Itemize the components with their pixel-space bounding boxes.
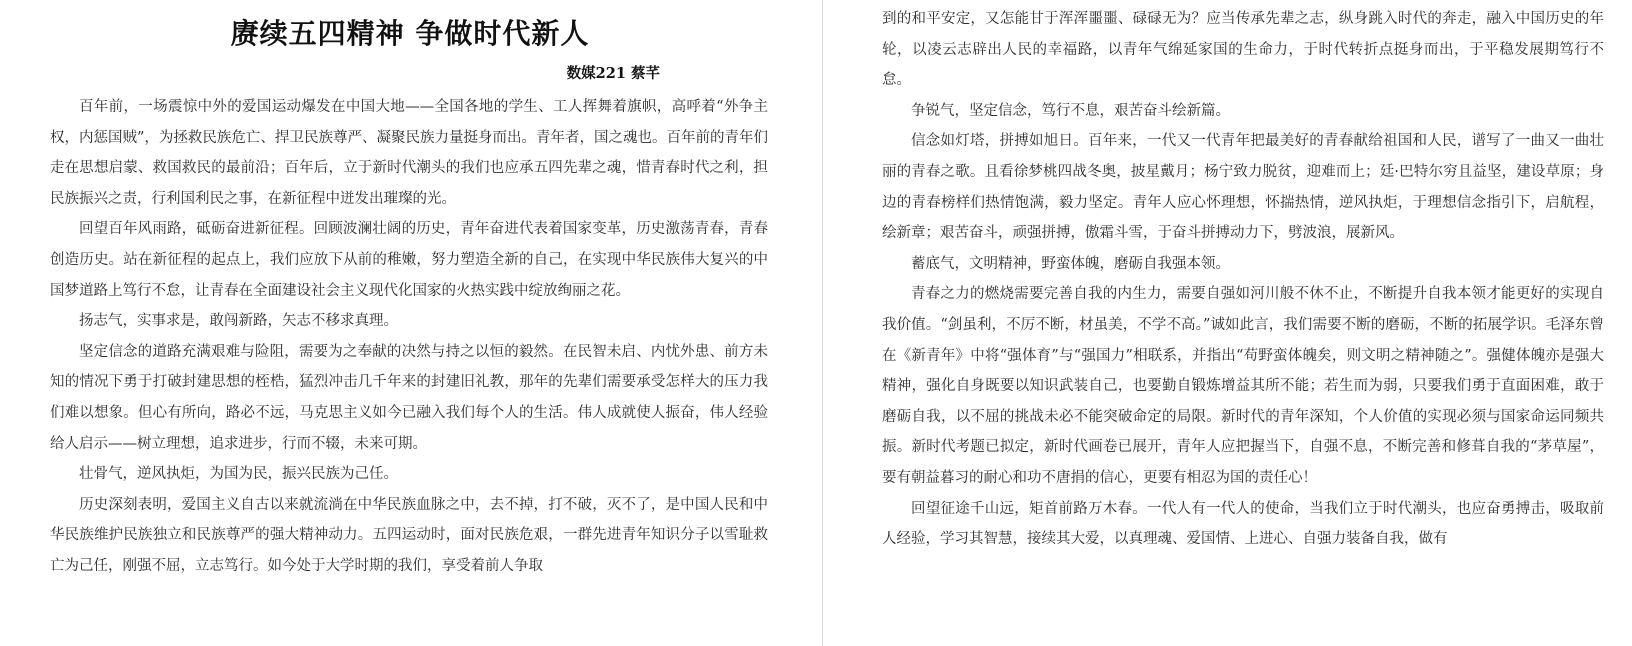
paragraph: 信念如灯塔，拼搏如旭日。百年来，一代又一代青年把最美好的青春献给祖国和人民，谱写了一曲又一曲壮丽的青春之歌。且看徐梦桃四战冬奥，披星戴月；杨宁致力脱贫，迎难而上；廷·巴特尔穷且益坚，建设草原；身边的青春榜样们热情饱满，毅力坚定。青年人应心怀理想，怀揣热情，逆风执炬，于理想信念指引下，启航程，绘新章；艰苦奋斗，顽强拼搏，傲霜斗雪，于奋斗拼搏动力下，劈波浪，展新风。 [882, 133, 1604, 242]
paragraph: 回望百年风雨路，砥砺奋进新征程。回顾波澜壮阔的历史，青年奋进代表着国家变革，历史激荡青春，青春创造历史。站在新征程的起点上，我们应放下从前的稚嫩，努力塑造全新的自己，在实现中华民族伟大复兴的中国梦道路上笃行不怠，让青春在全面建设社会主义现代化国家的火热实践中绽放绚丽之花。 [50, 221, 768, 299]
author-byline: 数媒221 蔡芊 [566, 65, 660, 82]
paragraph: 回望征途千山远，矩首前路万木春。一代人有一代人的使命，当我们立于时代潮头，也应奋勇搏击，吸取前人经验，学习其智慧，接续其大爱，以真理魂、爱国情、上进心、自强力装备自我，做有 [882, 500, 1604, 548]
section-heading: 壮骨气，逆风执炬，为国为民，振兴民族为己任。 [79, 466, 398, 483]
section-heading: 扬志气，实事求是，敢闯新路，矢志不移求真理。 [79, 313, 398, 330]
paragraph: 青春之力的燃烧需要完善自我的内生力，需要自强如河川般不休不止，不断提升自我本领才能更好的实现自我价值。“剑虽利，不厉不断，材虽美，不学不高。”诚如此言，我们需要不断的磨砺，不断的拓展学识。毛泽东曾在《新青年》中将“强体育”与“强国力”相联系，并指出“苟野蛮体魄矣，则文明之精神随之”。强健体魄亦是强大精神，强化自身既要以知识武装自己，也要勤自锻炼增益其所不能；若生而为弱，只要我们勇于直面困难，敢于磨砺自我，以不屈的挑战未必不能突破命定的局限。新时代的青年深知，个人价值的实现必须与国家命运同频共振。新时代考题已拟定，新时代画卷已展开，青年人应把握当下，自强不息，不断完善和修葺自我的“茅草屋”，要有朝益暮习的耐心和功不唐捐的信心，更要有相忍为国的责任心！ [882, 286, 1604, 486]
section-heading: 蓄底气，文明精神，野蛮体魄，磨砺自我强本领。 [911, 255, 1230, 272]
paragraph: 百年前，一场震惊中外的爱国运动爆发在中国大地——全国各地的学生、工人挥舞着旗帜，高呼着“外争主权，内惩国贼”，为拯救民族危亡、捍卫民族尊严、凝聚民族力量挺身而出。青年者，国之魂也。百年前的青年们走在思想启蒙、救国救民的最前沿；百年后，立于新时代潮头的我们也应承五四先辈之魂，惜青春时代之利，担民族振兴之责，行利国利民之事，在新征程中迸发出璀璨的光。 [50, 99, 768, 207]
page-divider [822, 0, 823, 646]
document-title: 赓续五四精神 争做时代新人 [230, 17, 590, 50]
paragraph: 坚定信念的道路充满艰难与险阻，需要为之奉献的决然与持之以恒的毅然。在民智未启、内忧外患、前方未知的情况下勇于打破封建思想的桎梏，猛烈冲击几千年来的封建旧礼教，那年的先辈们需要承受怎样大的压力我们难以想象。但心有所向，路必不远，马克思主义如今已融入我们每个人的生活。伟人成就使人振奋，伟人经验给人启示——树立理想，追求进步，行而不辍，未来可期。 [50, 343, 768, 452]
paragraph-continuation: 到的和平安定，又怎能甘于浑浑噩噩、碌碌无为？应当传承先辈之志，纵身跳入时代的奔走，融入中国历史的年轮，以凌云志辟出人民的幸福路，以青年气绵延家国的生命力，于时代转折点挺身而出，于平稳发展期笃行不怠。 [882, 11, 1604, 89]
right-page [824, 0, 1632, 646]
section-heading: 争锐气，坚定信念，笃行不息，艰苦奋斗绘新篇。 [911, 102, 1230, 119]
paragraph: 历史深刻表明，爱国主义自古以来就流淌在中华民族血脉之中，去不掉，打不破，灭不了，是中国人民和中华民族维护民族独立和民族尊严的强大精神动力。五四运动时，面对民族危艰，一群先进青年知识分子以雪耻救亡为己任，刚强不屈，立志笃行。如今处于大学时期的我们，享受着前人争取 [50, 496, 768, 574]
